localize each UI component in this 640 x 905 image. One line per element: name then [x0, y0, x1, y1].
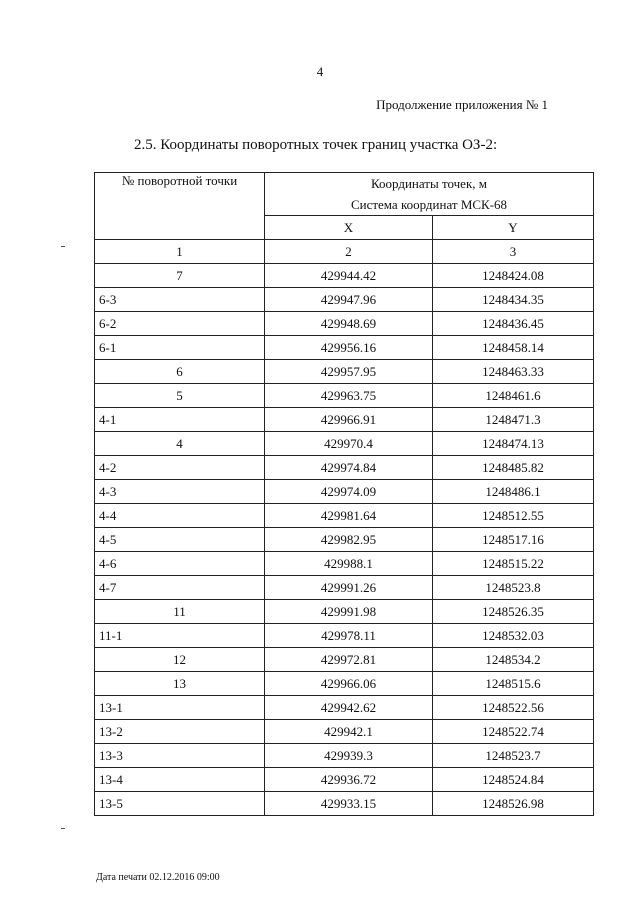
x-coordinate-cell: 429991.98 [265, 600, 433, 624]
table-body [95, 264, 594, 816]
point-number-cell: 4-4 [95, 504, 265, 528]
x-coordinate-cell: 429956.16 [265, 336, 433, 360]
point-number-cell: 4-1 [95, 408, 265, 432]
x-coordinate-cell: 429936.72 [265, 768, 433, 792]
y-coordinate-cell: 1248436.45 [433, 312, 594, 336]
y-coordinate-cell: 1248515.22 [433, 552, 594, 576]
point-number-cell: 4-5 [95, 528, 265, 552]
x-coordinate-cell: 429974.09 [265, 480, 433, 504]
y-coordinate-cell: 1248458.14 [433, 336, 594, 360]
y-coordinate-cell: 1248486.1 [433, 480, 594, 504]
table-row [95, 504, 594, 528]
y-coordinate-cell: 1248434.35 [433, 288, 594, 312]
table-row [95, 456, 594, 480]
point-number-cell: 4-2 [95, 456, 265, 480]
table-row [95, 408, 594, 432]
y-coordinate-cell: 1248526.35 [433, 600, 594, 624]
column-index-3: 3 [433, 240, 594, 264]
table-row [95, 528, 594, 552]
y-coordinate-cell: 1248526.98 [433, 792, 594, 816]
y-coordinate-cell: 1248512.55 [433, 504, 594, 528]
y-coordinate-cell: 1248463.33 [433, 360, 594, 384]
y-coordinate-cell: 1248522.74 [433, 720, 594, 744]
table-row [95, 576, 594, 600]
point-number-cell: 4-6 [95, 552, 265, 576]
y-coordinate-cell: 1248524.84 [433, 768, 594, 792]
x-coordinate-cell: 429957.95 [265, 360, 433, 384]
y-coordinate-cell: 1248461.6 [433, 384, 594, 408]
table-row [95, 384, 594, 408]
y-coordinate-cell: 1248522.56 [433, 696, 594, 720]
point-number-cell: 13 [95, 672, 265, 696]
x-coordinate-cell: 429988.1 [265, 552, 433, 576]
x-coordinate-cell: 429966.91 [265, 408, 433, 432]
table-row [95, 432, 594, 456]
x-coordinate-cell: 429933.15 [265, 792, 433, 816]
x-coordinate-cell: 429942.1 [265, 720, 433, 744]
point-number-cell: 13-5 [95, 792, 265, 816]
header-y: Y [433, 216, 594, 240]
x-coordinate-cell: 429972.81 [265, 648, 433, 672]
table-row [95, 264, 594, 288]
table-row [95, 552, 594, 576]
header-coordinates-units: Координаты точек, м [370, 176, 487, 191]
x-coordinate-cell: 429982.95 [265, 528, 433, 552]
x-coordinate-cell: 429978.11 [265, 624, 433, 648]
x-coordinate-cell: 429942.62 [265, 696, 433, 720]
table-row [95, 744, 594, 768]
table-row [95, 720, 594, 744]
scan-speck [61, 246, 65, 247]
point-number-cell: 6-2 [95, 312, 265, 336]
x-coordinate-cell: 429991.26 [265, 576, 433, 600]
x-coordinate-cell: 429939.3 [265, 744, 433, 768]
point-number-cell: 4-7 [95, 576, 265, 600]
x-coordinate-cell: 429948.69 [265, 312, 433, 336]
table-row [95, 672, 594, 696]
table-row [95, 480, 594, 504]
y-coordinate-cell: 1248471.3 [433, 408, 594, 432]
point-number-cell: 7 [95, 264, 265, 288]
page-number: 4 [316, 64, 324, 79]
table-row [95, 696, 594, 720]
point-number-cell: 6-1 [95, 336, 265, 360]
table-row [95, 336, 594, 360]
table-row [95, 648, 594, 672]
y-coordinate-cell: 1248517.16 [433, 528, 594, 552]
point-number-cell: 12 [95, 648, 265, 672]
y-coordinate-cell: 1248424.08 [433, 264, 594, 288]
x-coordinate-cell: 429947.96 [265, 288, 433, 312]
point-number-cell: 13-4 [95, 768, 265, 792]
point-number-cell: 6-3 [95, 288, 265, 312]
header-point-number: № поворотной точки [95, 173, 265, 240]
column-index-1: 1 [95, 240, 265, 264]
y-coordinate-cell: 1248523.7 [433, 744, 594, 768]
header-coordinates [265, 173, 594, 216]
point-number-cell: 6 [95, 360, 265, 384]
table-row [95, 600, 594, 624]
scan-speck [61, 828, 65, 829]
point-number-cell: 11-1 [95, 624, 265, 648]
x-coordinate-cell: 429966.06 [265, 672, 433, 696]
point-number-cell: 4-3 [95, 480, 265, 504]
table-row [95, 624, 594, 648]
x-coordinate-cell: 429974.84 [265, 456, 433, 480]
point-number-cell: 11 [95, 600, 265, 624]
section-title: 2.5. Координаты поворотных точек границ участка ОЗ-2: [134, 137, 498, 153]
table-row [95, 288, 594, 312]
y-coordinate-cell: 1248523.8 [433, 576, 594, 600]
appendix-note: Продолжение приложения № 1 [376, 97, 548, 112]
table-row [95, 768, 594, 792]
table-row [95, 312, 594, 336]
y-coordinate-cell: 1248485.82 [433, 456, 594, 480]
table-row [95, 792, 594, 816]
header-x: X [265, 216, 433, 240]
x-coordinate-cell: 429970.4 [265, 432, 433, 456]
point-number-cell: 4 [95, 432, 265, 456]
print-date: Дата печати 02.12.2016 09:00 [96, 872, 220, 883]
coordinates-table [94, 172, 594, 816]
point-number-cell: 13-3 [95, 744, 265, 768]
x-coordinate-cell: 429944.42 [265, 264, 433, 288]
point-number-cell: 13-2 [95, 720, 265, 744]
column-index-2: 2 [265, 240, 433, 264]
table-row [95, 360, 594, 384]
point-number-cell: 5 [95, 384, 265, 408]
header-coordinate-system: Система координат МСК-68 [350, 197, 508, 212]
y-coordinate-cell: 1248532.03 [433, 624, 594, 648]
x-coordinate-cell: 429981.64 [265, 504, 433, 528]
y-coordinate-cell: 1248474.13 [433, 432, 594, 456]
y-coordinate-cell: 1248534.2 [433, 648, 594, 672]
y-coordinate-cell: 1248515.6 [433, 672, 594, 696]
point-number-cell: 13-1 [95, 696, 265, 720]
x-coordinate-cell: 429963.75 [265, 384, 433, 408]
